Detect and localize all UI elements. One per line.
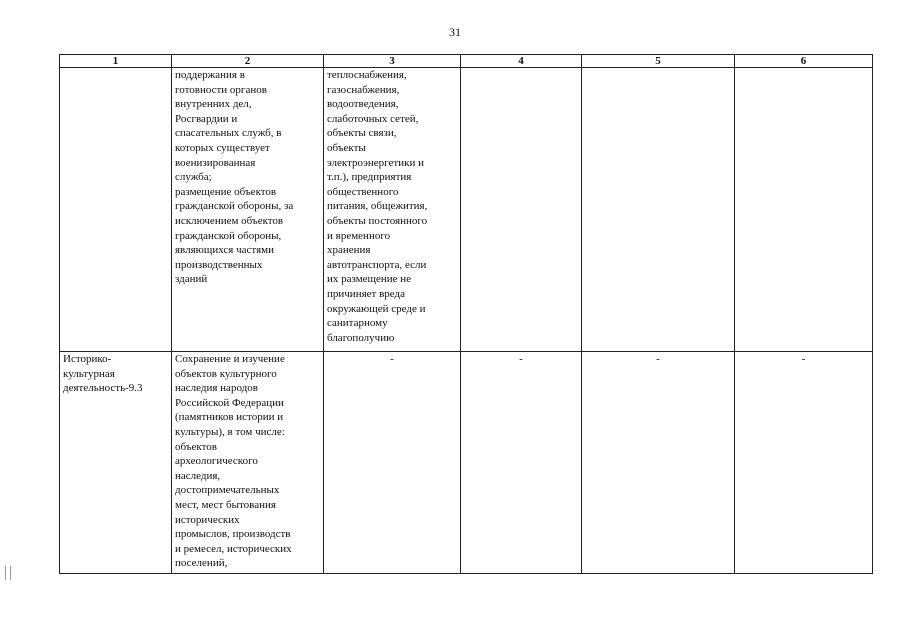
cell-text-line: гражданской обороны, за [175,200,294,213]
header-row [60,55,873,68]
cell-text-line: спасательных служб, в [175,127,282,140]
cell-text-line: размещение объектов [175,185,277,198]
cell-text-line: поддержания в [175,69,245,81]
cell-text-line: (памятников истории и [175,411,284,424]
cell-activity-name [60,68,172,352]
cell-text-line: зданий [175,273,208,286]
cell-text-line: водоотведения, [327,98,399,111]
cell-text-line: и ремесел, исторических [175,542,292,555]
cell-text-line: военизированная [175,156,256,169]
cell-text-line: объекты постоянного [327,214,428,227]
cell-text-line: внутренних дел, [175,98,252,111]
cell-column-6: - [735,352,873,574]
cell-text-line: причиняет вреда [327,287,405,300]
cell-column-4 [461,68,582,352]
cell-text-line: Росгвардии и [175,112,238,125]
cell-text-line: исключением объектов [175,214,284,227]
cell-text-line: промыслов, производств [175,528,291,541]
cell-text-line: объекты [327,141,366,154]
cell-text-line: Историко- [63,353,112,365]
page-number: 31 [449,25,461,39]
cell-text-line: слаботочных сетей, [327,112,419,125]
cell-text-line: объектов культурного [175,367,277,380]
cell-text-line: их размещение не [327,273,412,286]
cell-text-line: Российской Федерации [175,396,284,409]
cell-text-line: являющихся частями [175,244,274,257]
cell-text-line: наследия, [175,469,221,482]
column-header-2: 2 [172,55,324,68]
cell-text-line: наследия народов [175,382,258,395]
cell-text-line: мест, мест бытования [175,498,276,511]
cell-text-line: готовности органов [175,83,267,96]
table-row [60,68,873,352]
cell-column-4: - [461,352,582,574]
cell-column-3 [324,68,461,352]
cell-column-5: - [582,352,735,574]
cell-text-line: достопримечательных [175,484,280,497]
cell-text-line: поселений, [175,557,228,570]
column-header-1: 1 [60,55,172,68]
cell-text-line: благополучию [327,331,395,344]
cell-text-line: объекты связи, [327,127,397,140]
column-header-5: 5 [582,55,735,68]
zoning-table [59,54,873,574]
cell-text-line: археологического [175,455,258,468]
cell-text-line: теплоснабжения, [327,69,407,81]
column-header-6: 6 [735,55,873,68]
column-header-3: 3 [324,55,461,68]
cell-text-line: автотранспорта, если [327,258,427,271]
cell-text-line: культуры), в том числе: [175,425,285,438]
cell-text-line: питания, общежития, [327,200,428,213]
cell-text-line: газоснабжения, [327,83,400,96]
cell-text-line: электроэнергетики и [327,156,424,169]
table-row [60,352,873,574]
cell-text-line: т.п.), предприятия [327,171,412,184]
cell-text-line: культурная [63,367,115,380]
cell-activity-name [60,352,172,574]
scan-margin-mark [5,566,11,580]
column-header-4: 4 [461,55,582,68]
cell-text-line: которых существует [175,141,270,154]
cell-text-line: Сохранение и изучение [175,353,285,365]
cell-text-line: производственных [175,258,263,271]
cell-text-line: гражданской обороны, [175,229,282,242]
cell-text-line: окружающей среде и [327,302,426,315]
cell-column-3: - [324,352,461,574]
cell-text-line: хранения [327,244,371,257]
cell-text-line: исторических [175,513,240,526]
cell-text-line: и временного [327,229,391,242]
cell-text-line: общественного [327,185,399,198]
cell-text-line: деятельность-9.3 [63,382,143,395]
cell-text-line: объектов [175,440,217,453]
cell-text-line: санитарному [327,317,388,330]
cell-activity-description [172,68,324,352]
cell-text-line: служба; [175,171,212,184]
cell-activity-description [172,352,324,574]
cell-column-6 [735,68,873,352]
cell-column-5 [582,68,735,352]
